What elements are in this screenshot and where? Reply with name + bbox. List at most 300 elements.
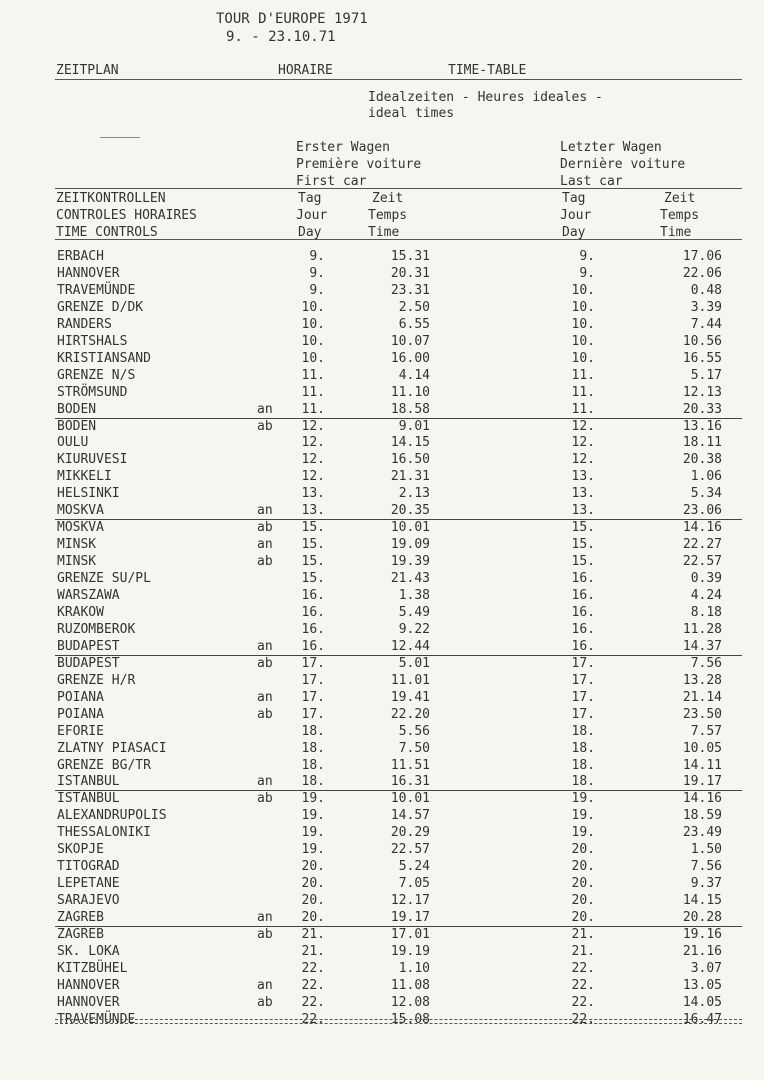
last-car-day: 16. [571, 588, 595, 603]
arrival-departure-mark: ab [257, 418, 273, 434]
first-car-time: 11.01 [390, 672, 430, 688]
table-row [0, 520, 764, 537]
last-car-time: 12.13 [682, 384, 722, 400]
table-row [0, 978, 764, 995]
first-car-day: 10. [301, 350, 325, 366]
control-point: MIKKELI [57, 469, 112, 485]
last-car-time: 19.17 [682, 774, 722, 790]
last-car-fr: Dernière voiture [560, 157, 686, 172]
first-car-day: 20. [301, 859, 325, 875]
table-row [0, 639, 764, 656]
first-car-time: 20.31 [390, 265, 430, 281]
first-day-header-de: Tag [298, 191, 322, 206]
last-car-time: 3.39 [690, 299, 722, 315]
control-point: HANNOVER [57, 265, 120, 281]
first-car-time: 9.22 [398, 621, 430, 637]
first-car-day: 16. [301, 588, 325, 603]
last-car-time: 16.47 [682, 1011, 722, 1027]
table-row [0, 249, 764, 266]
table-row [0, 690, 764, 707]
last-car-time: 14.16 [682, 791, 722, 807]
first-car-time: 11.10 [390, 384, 430, 400]
first-car-day: 12. [301, 469, 325, 485]
first-car-day: 9. [309, 282, 325, 298]
last-car-time: 10.05 [682, 740, 722, 756]
control-point: GRENZE BG/TR [57, 757, 151, 773]
last-car-day: 20. [571, 859, 595, 875]
control-point: KRAKOW [57, 604, 104, 620]
last-car-day: 15. [571, 554, 595, 570]
last-car-day: 10. [571, 316, 595, 332]
first-car-time: 7.50 [398, 740, 430, 756]
last-car-time: 7.57 [690, 723, 722, 739]
arrival-departure-mark: ab [257, 994, 273, 1010]
table-row [0, 266, 764, 283]
first-car-day: 20. [301, 910, 325, 926]
table-row [0, 791, 764, 808]
first-car-day: 13. [301, 486, 325, 502]
control-point: BUDAPEST [57, 638, 120, 654]
control-point: ZLATNY PIASACI [57, 740, 167, 756]
table-row [0, 673, 764, 690]
last-car-day: 20. [571, 893, 595, 909]
control-point: BODEN [57, 418, 97, 434]
last-car-day: 22. [571, 977, 595, 993]
first-car-day: 12. [301, 435, 325, 451]
first-car-time: 20.29 [390, 825, 430, 841]
first-car-day: 18. [301, 740, 325, 756]
first-car-time: 23.31 [390, 282, 430, 298]
first-car-day: 22. [301, 960, 325, 976]
table-row [0, 825, 764, 842]
first-car-day: 15. [301, 537, 325, 553]
first-day-header-fr: Jour [296, 208, 328, 223]
last-car-time: 5.17 [690, 367, 722, 383]
last-car-day: 10. [571, 333, 595, 349]
first-car-day: 13. [301, 503, 325, 519]
first-car-time: 21.43 [390, 571, 430, 587]
heading-zeitplan: ZEITPLAN [56, 63, 119, 78]
first-car-time: 12.08 [390, 994, 430, 1010]
first-car-day: 15. [301, 554, 325, 570]
table-row [0, 283, 764, 300]
first-car-day: 17. [301, 655, 325, 671]
last-car-time: 23.49 [682, 825, 722, 841]
last-car-time: 18.59 [682, 808, 722, 824]
first-time-header-en: Time [368, 225, 400, 240]
control-point: ERBACH [57, 249, 104, 264]
heading-underline [55, 79, 742, 80]
first-car-time: 5.49 [398, 604, 430, 620]
last-car-day: 12. [571, 418, 595, 434]
table-row [0, 351, 764, 368]
first-car-time: 17.01 [390, 927, 430, 942]
first-car-time: 5.01 [398, 655, 430, 671]
first-car-day: 10. [301, 316, 325, 332]
last-car-day: 18. [571, 757, 595, 773]
first-time-header-fr: Temps [368, 208, 408, 223]
control-point: GRENZE SU/PL [57, 571, 151, 587]
first-car-time: 10.01 [390, 520, 430, 536]
first-car-time: 9.01 [398, 418, 430, 434]
last-car-day: 16. [571, 571, 595, 587]
first-car-day: 22. [301, 1011, 325, 1027]
first-car-time: 2.50 [398, 299, 430, 315]
table-row [0, 419, 764, 436]
first-car-time: 15.08 [390, 1011, 430, 1027]
control-point: HANNOVER [57, 977, 120, 993]
last-car-day: 18. [571, 723, 595, 739]
control-point: THESSALONIKI [57, 825, 151, 841]
last-car-day: 9. [579, 249, 595, 264]
last-car-time: 22.57 [682, 554, 722, 570]
first-car-time: 14.57 [390, 808, 430, 824]
first-car-day: 19. [301, 791, 325, 807]
control-point: MINSK [57, 537, 97, 553]
table-row [0, 537, 764, 554]
arrival-departure-mark: ab [257, 927, 273, 942]
first-car-day: 20. [301, 893, 325, 909]
first-car-time: 14.15 [390, 435, 430, 451]
first-car-time: 12.44 [390, 638, 430, 654]
last-car-time: 17.06 [682, 249, 722, 264]
first-car-day: 18. [301, 723, 325, 739]
control-point: RANDERS [57, 316, 112, 332]
table-row [0, 368, 764, 385]
first-car-day: 16. [301, 604, 325, 620]
stray-mark [100, 137, 140, 138]
control-point: TITOGRAD [57, 859, 120, 875]
last-car-day: 10. [571, 299, 595, 315]
last-car-day: 11. [571, 367, 595, 383]
first-car-day: 19. [301, 842, 325, 858]
last-car-day: 11. [571, 401, 595, 417]
last-car-day: 15. [571, 537, 595, 553]
first-car-time: 1.10 [398, 960, 430, 976]
last-car-time: 7.44 [690, 316, 722, 332]
arrival-departure-mark: an [257, 774, 273, 790]
last-car-day: 19. [571, 808, 595, 824]
heading-horaire: HORAIRE [278, 63, 333, 78]
document-dates: 9. - 23.10.71 [226, 29, 336, 45]
control-point: HIRTSHALS [57, 333, 128, 349]
control-point: GRENZE D/DK [57, 299, 144, 315]
first-car-en: First car [296, 174, 367, 189]
control-point: BODEN [57, 401, 97, 417]
first-car-day: 10. [301, 333, 325, 349]
last-car-time: 21.16 [682, 943, 722, 959]
first-car-time: 16.31 [390, 774, 430, 790]
arrival-departure-mark: an [257, 689, 273, 705]
first-car-fr: Première voiture [296, 157, 422, 172]
control-point: KRISTIANSAND [57, 350, 151, 366]
last-car-day: 11. [571, 384, 595, 400]
table-row [0, 995, 764, 1012]
first-car-day: 16. [301, 638, 325, 654]
table-row [0, 588, 764, 605]
table-row [0, 503, 764, 520]
table-row [0, 554, 764, 571]
first-car-time: 4.14 [398, 367, 430, 383]
arrival-departure-mark: an [257, 537, 273, 553]
table-row [0, 961, 764, 978]
first-car-time: 21.31 [390, 469, 430, 485]
control-point: STRÖMSUND [57, 384, 128, 400]
control-point: GRENZE N/S [57, 367, 136, 383]
control-point: ISTANBUL [57, 774, 120, 790]
last-car-time: 13.16 [682, 418, 722, 434]
last-car-day: 13. [571, 486, 595, 502]
table-end-double-rule [55, 1019, 742, 1024]
first-car-day: 11. [301, 367, 325, 383]
last-car-time: 23.06 [682, 503, 722, 519]
control-point: KITZBÜHEL [57, 960, 128, 976]
table-row [0, 927, 764, 944]
first-car-time: 16.00 [390, 350, 430, 366]
control-point: SK. LOKA [57, 943, 120, 959]
first-car-day: 18. [301, 774, 325, 790]
arrival-departure-mark: ab [257, 655, 273, 671]
last-car-time: 1.50 [690, 842, 722, 858]
first-car-time: 11.51 [390, 757, 430, 773]
last-car-day: 22. [571, 1011, 595, 1027]
table-row [0, 944, 764, 961]
first-car-time: 2.13 [398, 486, 430, 502]
first-car-time: 7.05 [398, 876, 430, 892]
last-car-day: 12. [571, 435, 595, 451]
table-row [0, 622, 764, 639]
control-point: GRENZE H/R [57, 672, 136, 688]
first-car-time: 5.24 [398, 859, 430, 875]
last-car-day: 22. [571, 994, 595, 1010]
table-row [0, 486, 764, 503]
last-car-day: 13. [571, 503, 595, 519]
first-car-day: 20. [301, 876, 325, 892]
table-row [0, 469, 764, 486]
last-car-time: 5.34 [690, 486, 722, 502]
document-title: TOUR D'EUROPE 1971 [216, 11, 368, 27]
last-car-time: 14.16 [682, 520, 722, 536]
control-point: BUDAPEST [57, 655, 120, 671]
table-row [0, 842, 764, 859]
last-car-day: 22. [571, 960, 595, 976]
last-car-de: Letzter Wagen [560, 140, 662, 155]
last-car-day: 10. [571, 350, 595, 366]
first-car-day: 22. [301, 977, 325, 993]
last-car-time: 13.05 [682, 977, 722, 993]
table-row [0, 774, 764, 791]
heading-timetable: TIME-TABLE [448, 63, 527, 78]
table-row [0, 758, 764, 775]
last-day-header-en: Day [562, 225, 586, 240]
table-row [0, 317, 764, 334]
control-point: TRAVEMÜNDE [57, 282, 136, 298]
first-car-day: 18. [301, 757, 325, 773]
control-point: MOSKVA [57, 503, 104, 519]
first-car-day: 17. [301, 672, 325, 688]
last-car-day: 10. [571, 282, 595, 298]
first-car-time: 15.31 [390, 249, 430, 264]
last-car-day: 9. [579, 265, 595, 281]
last-car-day: 18. [571, 774, 595, 790]
first-car-day: 15. [301, 520, 325, 536]
last-car-day: 19. [571, 791, 595, 807]
first-car-day: 9. [309, 249, 325, 264]
table-row [0, 402, 764, 419]
first-car-time: 10.07 [390, 333, 430, 349]
last-car-en: Last car [560, 174, 623, 189]
last-car-time: 14.37 [682, 638, 722, 654]
last-car-day: 15. [571, 520, 595, 536]
last-car-day: 17. [571, 706, 595, 722]
last-car-time: 14.11 [682, 757, 722, 773]
last-car-time: 4.24 [690, 588, 722, 603]
control-point: POIANA [57, 706, 104, 722]
table-row [0, 876, 764, 893]
last-car-day: 21. [571, 943, 595, 959]
last-time-header-de: Zeit [664, 191, 696, 206]
table-row [0, 334, 764, 351]
last-car-time: 16.55 [682, 350, 722, 366]
control-point: ZAGREB [57, 910, 104, 926]
table-row [0, 707, 764, 724]
controls-header-fr: CONTROLES HORAIRES [56, 208, 197, 223]
control-point: ISTANBUL [57, 791, 120, 807]
first-car-day: 11. [301, 384, 325, 400]
table-row [0, 724, 764, 741]
control-point: SARAJEVO [57, 893, 120, 909]
last-car-time: 18.11 [682, 435, 722, 451]
first-car-day: 10. [301, 299, 325, 315]
control-point: OULU [57, 435, 89, 451]
table-row [0, 808, 764, 825]
control-point: HELSINKI [57, 486, 120, 502]
first-car-time: 19.09 [390, 537, 430, 553]
control-point: HANNOVER [57, 994, 120, 1010]
last-car-time: 1.06 [690, 469, 722, 485]
last-car-time: 7.56 [690, 655, 722, 671]
controls-header-de: ZEITKONTROLLEN [56, 191, 166, 206]
ideal-times-line2: ideal times [368, 106, 455, 121]
last-car-time: 21.14 [682, 689, 722, 705]
last-car-day: 20. [571, 910, 595, 926]
last-car-day: 20. [571, 876, 595, 892]
first-car-time: 18.58 [390, 401, 430, 417]
arrival-departure-mark: an [257, 638, 273, 654]
control-point: ZAGREB [57, 927, 104, 942]
last-car-time: 10.56 [682, 333, 722, 349]
control-point: KIURUVESI [57, 452, 128, 468]
first-car-day: 17. [301, 689, 325, 705]
control-point: POIANA [57, 689, 104, 705]
last-car-time: 3.07 [690, 960, 722, 976]
arrival-departure-mark: ab [257, 706, 273, 722]
arrival-departure-mark: ab [257, 791, 273, 807]
table-row [0, 656, 764, 673]
last-car-time: 23.50 [682, 706, 722, 722]
first-car-day: 19. [301, 808, 325, 824]
first-car-day: 22. [301, 994, 325, 1010]
first-car-time: 10.01 [390, 791, 430, 807]
header-top-rule [55, 188, 742, 189]
first-car-time: 20.35 [390, 503, 430, 519]
table-row [0, 385, 764, 402]
last-car-day: 13. [571, 469, 595, 485]
table-row [0, 741, 764, 758]
first-car-day: 12. [301, 418, 325, 434]
first-car-time: 19.39 [390, 554, 430, 570]
arrival-departure-mark: an [257, 401, 273, 417]
last-car-day: 16. [571, 638, 595, 654]
first-car-day: 9. [309, 265, 325, 281]
last-car-time: 22.06 [682, 265, 722, 281]
header-bottom-rule [55, 239, 742, 240]
last-car-time: 9.37 [690, 876, 722, 892]
first-car-day: 19. [301, 825, 325, 841]
first-car-time: 19.41 [390, 689, 430, 705]
last-car-time: 7.56 [690, 859, 722, 875]
control-point: EFORIE [57, 723, 104, 739]
last-car-day: 12. [571, 452, 595, 468]
last-car-time: 20.28 [682, 910, 722, 926]
first-car-time: 6.55 [398, 316, 430, 332]
first-car-day: 21. [301, 943, 325, 959]
first-time-header-de: Zeit [372, 191, 404, 206]
first-car-time: 19.19 [390, 943, 430, 959]
last-car-time: 22.27 [682, 537, 722, 553]
table-row [0, 910, 764, 927]
last-car-day: 19. [571, 825, 595, 841]
arrival-departure-mark: an [257, 503, 273, 519]
last-car-time: 0.48 [690, 282, 722, 298]
control-point: MOSKVA [57, 520, 104, 536]
last-car-day: 20. [571, 842, 595, 858]
first-car-day: 21. [301, 927, 325, 942]
last-car-day: 17. [571, 689, 595, 705]
first-car-time: 16.50 [390, 452, 430, 468]
first-car-de: Erster Wagen [296, 140, 390, 155]
arrival-departure-mark: an [257, 910, 273, 926]
table-row [0, 435, 764, 452]
arrival-departure-mark: an [257, 977, 273, 993]
last-car-time: 19.16 [682, 927, 722, 942]
first-car-time: 22.57 [390, 842, 430, 858]
last-car-time: 0.39 [690, 571, 722, 587]
control-point: RUZOMBEROK [57, 621, 136, 637]
table-row [0, 571, 764, 588]
last-car-time: 8.18 [690, 604, 722, 620]
last-car-time: 13.28 [682, 672, 722, 688]
first-car-day: 16. [301, 621, 325, 637]
control-point: TRAVEMÜNDE [57, 1011, 136, 1027]
last-car-time: 20.38 [682, 452, 722, 468]
first-car-time: 22.20 [390, 706, 430, 722]
table-row [0, 859, 764, 876]
first-car-time: 12.17 [390, 893, 430, 909]
first-car-time: 19.17 [390, 910, 430, 926]
control-point: LEPETANE [57, 876, 120, 892]
last-car-time: 14.15 [682, 893, 722, 909]
first-car-day: 11. [301, 401, 325, 417]
control-point: MINSK [57, 554, 97, 570]
last-car-day: 21. [571, 927, 595, 942]
first-car-time: 11.08 [390, 977, 430, 993]
last-car-day: 18. [571, 740, 595, 756]
last-car-day: 16. [571, 621, 595, 637]
ideal-times-line1: Idealzeiten - Heures ideales - [368, 90, 603, 105]
last-time-header-en: Time [660, 225, 692, 240]
last-car-time: 14.05 [682, 994, 722, 1010]
